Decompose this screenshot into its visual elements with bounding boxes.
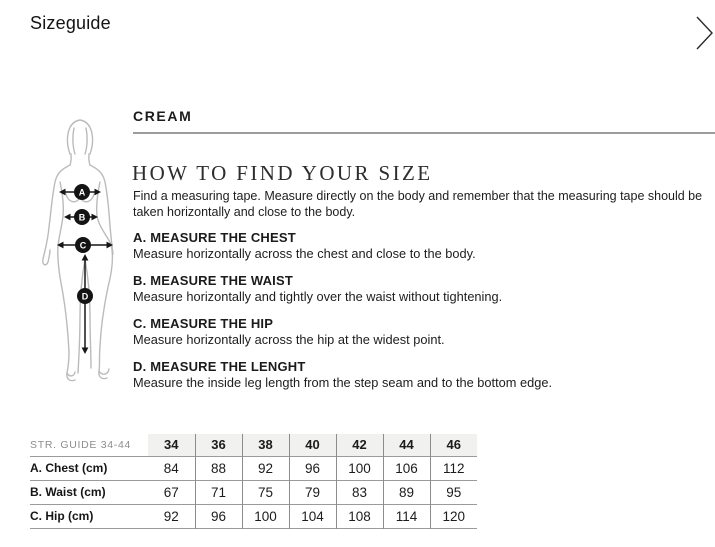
table-row-waist bbox=[30, 480, 477, 504]
size-col-header: 46 bbox=[430, 434, 477, 456]
cell-value: 104 bbox=[289, 504, 336, 528]
cell-value: 96 bbox=[289, 456, 336, 480]
badge-c-label: C bbox=[79, 240, 87, 251]
section-measure-waist bbox=[133, 274, 715, 304]
cell-value: 67 bbox=[163, 484, 179, 500]
section-text: Measure the inside leg length from the step seam and to the bottom edge. bbox=[133, 375, 552, 390]
measurement-point-badges bbox=[74, 184, 93, 304]
section-heading: B. MEASURE THE WAIST bbox=[133, 273, 294, 288]
size-col-header: 34 bbox=[148, 434, 195, 456]
chevron-right-icon[interactable] bbox=[696, 16, 714, 50]
section-text: Measure horizontally across the chest and close to the body. bbox=[133, 246, 476, 261]
section-text: Measure horizontally across the hip at the widest point. bbox=[133, 332, 445, 347]
size-table-title: STR. GUIDE 34-44 bbox=[30, 438, 132, 451]
brand-heading: CREAM bbox=[133, 108, 193, 124]
brand-divider bbox=[133, 132, 715, 134]
size-col-header: 42 bbox=[336, 434, 383, 456]
page-title: Sizeguide bbox=[30, 13, 111, 33]
cell-value: 106 bbox=[383, 456, 430, 480]
guide-title: HOW TO FIND YOUR SIZE bbox=[132, 161, 433, 185]
cell-value: 75 bbox=[242, 480, 289, 504]
cell-value: 100 bbox=[242, 504, 289, 528]
cell-value: 120 bbox=[430, 504, 477, 528]
cell-value: 89 bbox=[383, 480, 430, 504]
section-heading: A. MEASURE THE CHEST bbox=[133, 230, 296, 245]
cell-value: 114 bbox=[383, 504, 430, 528]
cell-value: 92 bbox=[163, 508, 179, 524]
cell-value: 95 bbox=[430, 480, 477, 504]
cell-value: 83 bbox=[336, 480, 383, 504]
section-measure-chest bbox=[133, 231, 715, 261]
size-col-header: 44 bbox=[383, 434, 430, 456]
cell-value: 84 bbox=[163, 460, 179, 476]
guide-intro: Find a measuring tape. Measure directly on the body and remember that the measuring tape should be taken horizontally and close to the body. bbox=[133, 189, 703, 219]
cell-value: 88 bbox=[195, 456, 242, 480]
size-table-header-row bbox=[30, 434, 477, 456]
cell-value: 100 bbox=[336, 456, 383, 480]
section-heading: C. MEASURE THE HIP bbox=[133, 316, 274, 331]
size-col-header: 38 bbox=[242, 434, 289, 456]
cell-value: 92 bbox=[242, 456, 289, 480]
size-col-header: 36 bbox=[195, 434, 242, 456]
cell-value: 108 bbox=[336, 504, 383, 528]
row-label: B. Waist (cm) bbox=[30, 485, 106, 499]
cell-value: 112 bbox=[430, 456, 477, 480]
badge-d-label: D bbox=[81, 291, 89, 302]
badge-a-label: A bbox=[78, 187, 86, 198]
cell-value: 71 bbox=[195, 480, 242, 504]
body-measurement-figure bbox=[30, 110, 130, 390]
badge-b-label: B bbox=[78, 212, 86, 223]
section-measure-length bbox=[133, 360, 715, 390]
table-row-hip bbox=[30, 504, 477, 528]
section-heading: D. MEASURE THE LENGHT bbox=[133, 359, 306, 374]
section-measure-hip bbox=[133, 317, 715, 347]
cell-value: 79 bbox=[289, 480, 336, 504]
table-row-chest bbox=[30, 456, 477, 480]
size-col-header: 40 bbox=[289, 434, 336, 456]
row-label: C. Hip (cm) bbox=[30, 509, 94, 523]
section-text: Measure horizontally and tightly over the waist without tightening. bbox=[133, 289, 503, 304]
row-label: A. Chest (cm) bbox=[30, 461, 108, 475]
size-table bbox=[30, 434, 477, 529]
cell-value: 96 bbox=[195, 504, 242, 528]
